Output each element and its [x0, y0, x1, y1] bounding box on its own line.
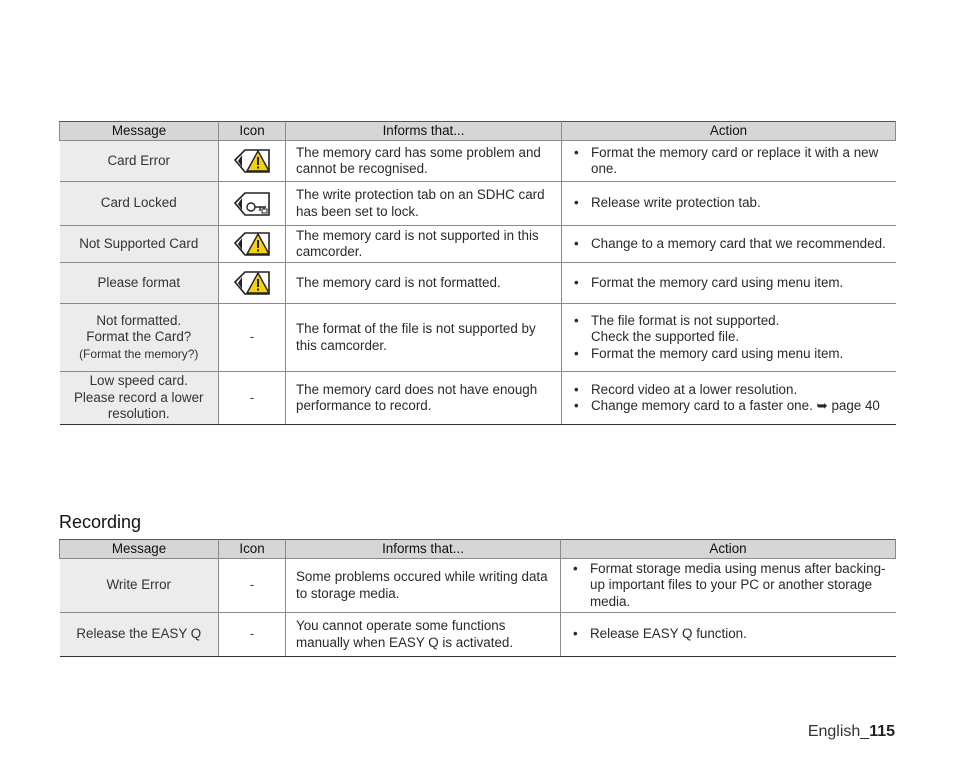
section-title-recording: Recording [59, 512, 142, 532]
message-cell: Write Error [60, 559, 219, 613]
card-lock-icon [233, 190, 271, 218]
informs-cell: The format of the file is not supported by this camcorder. [286, 304, 562, 372]
informs-cell: The write protection tab on an SDHC card has been set to lock. [286, 182, 562, 226]
list-item: • Release EASY Q function. [573, 626, 747, 642]
header-action: Action [562, 122, 896, 141]
table-row [60, 559, 896, 613]
action-cell [562, 182, 896, 226]
table-header-row [60, 122, 896, 141]
message-cell: Low speed card. Please record a lower resolution. [60, 372, 219, 425]
message-cell: Not Supported Card [60, 226, 219, 263]
message-cell: Card Locked [60, 182, 219, 226]
action-cell [561, 559, 896, 613]
icon-cell [219, 263, 286, 304]
icon-cell: - [219, 304, 286, 372]
informs-cell: The memory card does not have enough performance to record. [286, 372, 562, 425]
informs-cell: The memory card is not supported in this camcorder. [286, 226, 562, 263]
icon-cell: - [219, 372, 286, 425]
action-cell [562, 372, 896, 425]
table-row [60, 304, 896, 372]
action-cell [562, 141, 896, 182]
list-item: • The file format is not supported. Check the supported file. [574, 312, 780, 345]
table-row [60, 372, 896, 425]
page-footer [808, 723, 895, 741]
table-row [60, 141, 896, 182]
header-icon: Icon [219, 540, 286, 559]
action-cell [561, 613, 896, 657]
message-cell: Please format [60, 263, 219, 304]
table-row [60, 613, 896, 657]
message-cell: Not formatted. Format the Card? (Format the memory?) [60, 304, 219, 372]
list-item: • Record video at a lower resolution. [574, 381, 798, 397]
table-row [60, 182, 896, 226]
header-message: Message [60, 122, 219, 141]
message-cell: Card Error [60, 141, 219, 182]
icon-cell [219, 182, 286, 226]
table-row [60, 263, 896, 304]
header-informs: Informs that... [286, 540, 561, 559]
card-warning-icon [233, 230, 271, 258]
action-cell [562, 226, 896, 263]
list-item: • Format the memory card using menu item. [574, 345, 844, 361]
card-warning-icon [233, 147, 271, 175]
card-warning-icon [233, 269, 271, 297]
list-item: • Release write protection tab. [574, 195, 761, 211]
action-cell [562, 263, 896, 304]
list-item: • Change to a memory card that we recommended. [574, 235, 886, 251]
header-icon: Icon [219, 122, 286, 141]
icon-cell: - [219, 559, 286, 613]
icon-cell [219, 141, 286, 182]
list-item: • Format storage media using menus after backing-up important files to your PC or another storage media. [573, 560, 886, 609]
message-cell: Release the EASY Q [60, 613, 219, 657]
list-item: • Format the memory card or replace it with a new one. [574, 144, 879, 176]
icon-cell [219, 226, 286, 263]
table-header-row [60, 540, 896, 559]
header-informs: Informs that... [286, 122, 562, 141]
informs-cell: Some problems occured while writing data to storage media. [286, 559, 561, 613]
list-item: • Format the memory card using menu item. [574, 274, 844, 290]
icon-cell: - [219, 613, 286, 657]
error-table-memory-card [59, 121, 896, 425]
list-item: • Change memory card to a faster one. ➥ page 40 [574, 398, 880, 413]
informs-cell: You cannot operate some functions manually when EASY Q is activated. [286, 613, 561, 657]
informs-cell: The memory card has some problem and cannot be recognised. [286, 141, 562, 182]
error-table-recording [59, 539, 896, 657]
page-number: 115 [869, 723, 895, 740]
footer-language: English_ [807, 723, 870, 740]
action-cell [562, 304, 896, 372]
informs-cell: The memory card is not formatted. [286, 263, 562, 304]
header-action: Action [561, 540, 896, 559]
header-message: Message [60, 540, 219, 559]
table-row [60, 226, 896, 263]
